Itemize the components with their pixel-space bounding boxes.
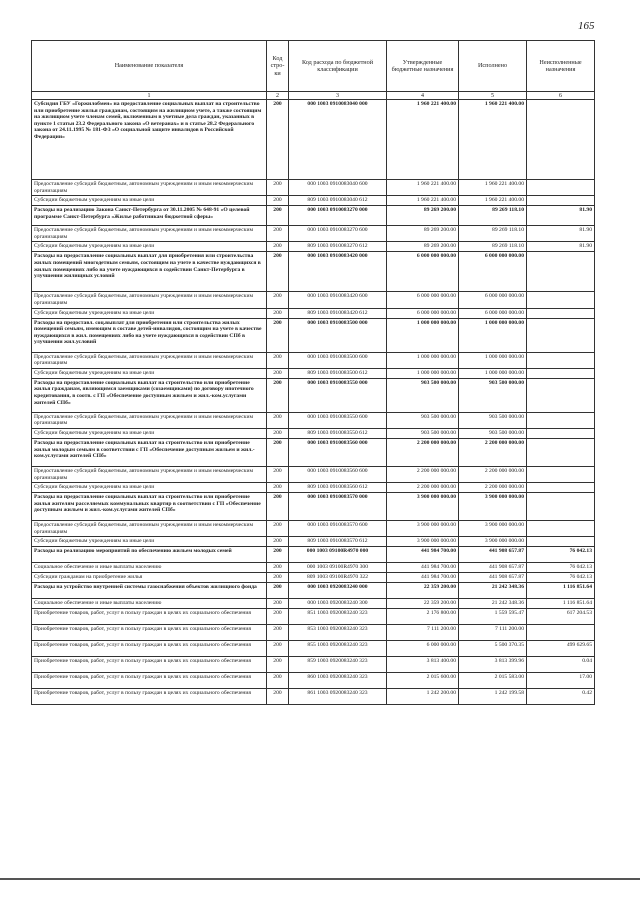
executed-amount-cell: 903 500 000.00 bbox=[459, 412, 527, 428]
approved-amount-cell: 6 000 000 000.00 bbox=[387, 292, 459, 308]
table-row bbox=[32, 318, 595, 352]
approved-amount-cell: 903 500 000.00 bbox=[387, 378, 459, 412]
executed-amount-cell: 903 500 000.00 bbox=[459, 378, 527, 412]
indicator-name-cell: Предоставление субсидий бюджетным, автономным учреждениям и иным некоммерческим организациям bbox=[32, 412, 267, 428]
line-code-cell: 200 bbox=[267, 352, 289, 368]
line-code-cell: 200 bbox=[267, 196, 289, 206]
approved-amount-cell: 1 000 000 000.00 bbox=[387, 368, 459, 378]
approved-amount-cell: 1 242 200.00 bbox=[387, 689, 459, 705]
indicator-name-cell: Приобретение товаров, работ, услуг в пользу граждан в целях их социального обеспечения bbox=[32, 689, 267, 705]
approved-amount-cell: 22 359 200.00 bbox=[387, 583, 459, 599]
budget-code-cell: 000 1003 0920083240 000 bbox=[289, 583, 387, 599]
remaining-amount-cell bbox=[527, 100, 595, 180]
executed-amount-cell: 1 960 221 400.00 bbox=[459, 180, 527, 196]
executed-amount-cell: 21 242 348.36 bbox=[459, 599, 527, 609]
approved-amount-cell: 903 500 000.00 bbox=[387, 428, 459, 438]
budget-code-cell: 000 1003 0920083240 300 bbox=[289, 599, 387, 609]
header-executed: Исполнено bbox=[459, 41, 527, 92]
approved-amount-cell: 3 900 000 000.00 bbox=[387, 521, 459, 537]
table-row bbox=[32, 180, 595, 196]
executed-amount-cell: 5 500 370.35 bbox=[459, 641, 527, 657]
column-number: 6 bbox=[527, 92, 595, 100]
budget-code-cell: 809 1003 0910083550 612 bbox=[289, 428, 387, 438]
remaining-amount-cell: 1 116 851.64 bbox=[527, 583, 595, 599]
header-approved: Утвержденные бюджетные назначения bbox=[387, 41, 459, 92]
approved-amount-cell: 3 813 400.00 bbox=[387, 657, 459, 673]
executed-amount-cell: 89 269 118.10 bbox=[459, 226, 527, 242]
budget-code-cell: 000 1003 0910083040 000 bbox=[289, 100, 387, 180]
table-row bbox=[32, 466, 595, 482]
remaining-amount-cell: 76 042.13 bbox=[527, 563, 595, 573]
header-indicator-name: Наименование показателя bbox=[32, 41, 267, 92]
line-code-cell: 200 bbox=[267, 493, 289, 521]
budget-code-cell: 000 1003 0910083270 000 bbox=[289, 206, 387, 226]
executed-amount-cell: 3 900 000 000.00 bbox=[459, 493, 527, 521]
table-row bbox=[32, 609, 595, 625]
table-row bbox=[32, 547, 595, 563]
line-code-cell: 200 bbox=[267, 563, 289, 573]
table-row bbox=[32, 493, 595, 521]
table-row bbox=[32, 599, 595, 609]
indicator-name-cell: Расходы на предоставл. соц.выплат для приобретения или строительства жилых помещений семьям, имеющим в составе детей-инвалидов, состоящим на учете в качестве нуждающихся в жил. помещениях либо на учете нуждающихся в содействии СПб в улучшении жил.условий bbox=[32, 318, 267, 352]
line-code-cell: 200 bbox=[267, 180, 289, 196]
indicator-name-cell: Расходы на реализацию мероприятий по обеспечению жильем молодых семей bbox=[32, 547, 267, 563]
executed-amount-cell: 1 960 221 400.00 bbox=[459, 196, 527, 206]
table-row bbox=[32, 625, 595, 641]
executed-amount-cell: 441 908 657.87 bbox=[459, 563, 527, 573]
remaining-amount-cell bbox=[527, 438, 595, 466]
remaining-amount-cell bbox=[527, 308, 595, 318]
line-code-cell: 200 bbox=[267, 573, 289, 583]
approved-amount-cell: 441 984 700.00 bbox=[387, 563, 459, 573]
page-number: 165 bbox=[578, 20, 595, 32]
header-remaining: Неисполненные назначения bbox=[527, 41, 595, 92]
remaining-amount-cell: 81.90 bbox=[527, 242, 595, 252]
remaining-amount-cell bbox=[527, 378, 595, 412]
line-code-cell: 200 bbox=[267, 673, 289, 689]
approved-amount-cell: 1 960 221 400.00 bbox=[387, 196, 459, 206]
table-body bbox=[32, 100, 595, 705]
approved-amount-cell: 3 900 000 000.00 bbox=[387, 493, 459, 521]
remaining-amount-cell bbox=[527, 412, 595, 428]
table-row bbox=[32, 537, 595, 547]
executed-amount-cell: 2 200 000 000.00 bbox=[459, 438, 527, 466]
executed-amount-cell: 903 500 000.00 bbox=[459, 428, 527, 438]
executed-amount-cell: 1 000 000 000.00 bbox=[459, 352, 527, 368]
indicator-name-cell: Предоставление субсидий бюджетным, автономным учреждениям и иным некоммерческим организациям bbox=[32, 180, 267, 196]
executed-amount-cell: 441 908 657.87 bbox=[459, 573, 527, 583]
budget-code-cell: 000 1003 0910083270 600 bbox=[289, 226, 387, 242]
approved-amount-cell: 2 015 600.00 bbox=[387, 673, 459, 689]
table-row bbox=[32, 378, 595, 412]
table-row bbox=[32, 100, 595, 180]
approved-amount-cell: 1 960 221 400.00 bbox=[387, 100, 459, 180]
budget-code-cell: 860 1003 0920083240 323 bbox=[289, 673, 387, 689]
remaining-amount-cell bbox=[527, 537, 595, 547]
indicator-name-cell: Социальное обеспечение и иные выплаты населению bbox=[32, 563, 267, 573]
indicator-name-cell: Социальное обеспечение и иные выплаты населению bbox=[32, 599, 267, 609]
table-row bbox=[32, 368, 595, 378]
approved-amount-cell: 89 269 200.00 bbox=[387, 226, 459, 242]
table-row bbox=[32, 573, 595, 583]
executed-amount-cell: 89 269 118.10 bbox=[459, 242, 527, 252]
remaining-amount-cell: 76 042.13 bbox=[527, 573, 595, 583]
approved-amount-cell: 441 984 700.00 bbox=[387, 573, 459, 583]
line-code-cell: 200 bbox=[267, 438, 289, 466]
budget-code-cell: 000 1003 0910083570 000 bbox=[289, 493, 387, 521]
executed-amount-cell: 6 000 000 000.00 bbox=[459, 308, 527, 318]
executed-amount-cell: 1 559 595.47 bbox=[459, 609, 527, 625]
executed-amount-cell: 3 900 000 000.00 bbox=[459, 537, 527, 547]
remaining-amount-cell bbox=[527, 483, 595, 493]
indicator-name-cell: Субсидии бюджетным учреждениям на иные цели bbox=[32, 428, 267, 438]
budget-code-cell: 851 1003 0920083240 323 bbox=[289, 609, 387, 625]
table-row bbox=[32, 563, 595, 573]
table-row bbox=[32, 483, 595, 493]
column-number: 4 bbox=[387, 92, 459, 100]
indicator-name-cell: Субсидии гражданам на приобретение жилья bbox=[32, 573, 267, 583]
budget-code-cell: 000 1003 0910083550 600 bbox=[289, 412, 387, 428]
indicator-name-cell: Расходы на реализацию Закона Санкт-Петербурга от 30.11.2005 № 648-91 «О целевой программе Санкт-Петербурга «Жилье работникам бюджетной сферы» bbox=[32, 206, 267, 226]
approved-amount-cell: 6 000 000.00 bbox=[387, 641, 459, 657]
budget-code-cell: 809 1003 0910083270 612 bbox=[289, 242, 387, 252]
approved-amount-cell: 6 000 000 000.00 bbox=[387, 252, 459, 292]
table-row bbox=[32, 428, 595, 438]
table-row bbox=[32, 352, 595, 368]
column-number-row bbox=[32, 92, 595, 100]
budget-code-cell: 000 1003 0910083040 600 bbox=[289, 180, 387, 196]
table-row bbox=[32, 252, 595, 292]
remaining-amount-cell: 0.42 bbox=[527, 689, 595, 705]
remaining-amount-cell bbox=[527, 292, 595, 308]
remaining-amount-cell: 76 042.13 bbox=[527, 547, 595, 563]
line-code-cell: 200 bbox=[267, 252, 289, 292]
line-code-cell: 200 bbox=[267, 599, 289, 609]
line-code-cell: 200 bbox=[267, 428, 289, 438]
approved-amount-cell: 22 359 200.00 bbox=[387, 599, 459, 609]
table-header-row bbox=[32, 41, 595, 92]
table-row bbox=[32, 412, 595, 428]
budget-code-cell: 809 1003 09100R4970 322 bbox=[289, 573, 387, 583]
indicator-name-cell: Приобретение товаров, работ, услуг в пользу граждан в целях их социального обеспечения bbox=[32, 625, 267, 641]
remaining-amount-cell bbox=[527, 368, 595, 378]
approved-amount-cell: 89 269 200.00 bbox=[387, 242, 459, 252]
table-row bbox=[32, 206, 595, 226]
executed-amount-cell: 2 015 583.00 bbox=[459, 673, 527, 689]
table-row bbox=[32, 438, 595, 466]
column-number: 3 bbox=[289, 92, 387, 100]
remaining-amount-cell bbox=[527, 252, 595, 292]
indicator-name-cell: Предоставление субсидий бюджетным, автономным учреждениям и иным некоммерческим организациям bbox=[32, 466, 267, 482]
approved-amount-cell: 1 000 000 000.00 bbox=[387, 352, 459, 368]
remaining-amount-cell: 617 204.53 bbox=[527, 609, 595, 625]
table-row bbox=[32, 583, 595, 599]
budget-code-cell: 855 1003 0920083240 323 bbox=[289, 641, 387, 657]
budget-code-cell: 861 1003 0920083240 323 bbox=[289, 689, 387, 705]
table-row bbox=[32, 641, 595, 657]
budget-code-cell: 809 1003 0910083420 612 bbox=[289, 308, 387, 318]
budget-code-cell: 000 1003 0910083500 600 bbox=[289, 352, 387, 368]
remaining-amount-cell bbox=[527, 196, 595, 206]
line-code-cell: 200 bbox=[267, 206, 289, 226]
line-code-cell: 200 bbox=[267, 625, 289, 641]
approved-amount-cell: 2 176 800.00 bbox=[387, 609, 459, 625]
approved-amount-cell: 1 000 000 000.00 bbox=[387, 318, 459, 352]
executed-amount-cell: 6 000 000 000.00 bbox=[459, 252, 527, 292]
executed-amount-cell: 21 242 348.36 bbox=[459, 583, 527, 599]
budget-code-cell: 809 1003 0910083040 612 bbox=[289, 196, 387, 206]
indicator-name-cell: Приобретение товаров, работ, услуг в пользу граждан в целях их социального обеспечения bbox=[32, 673, 267, 689]
indicator-name-cell: Предоставление субсидий бюджетным, автономным учреждениям и иным некоммерческим организациям bbox=[32, 292, 267, 308]
line-code-cell: 200 bbox=[267, 547, 289, 563]
table-row bbox=[32, 226, 595, 242]
indicator-name-cell: Приобретение товаров, работ, услуг в пользу граждан в целях их социального обеспечения bbox=[32, 609, 267, 625]
indicator-name-cell: Расходы на предоставление социальных выплат для приобретения или строительства жилых помещений многодетным семьям, состоящим на учете в качестве нуждающихся в жилых помещениях либо на учете нуждающихся в содействии Санкт-Петербурга в улучшении жилищных условий bbox=[32, 252, 267, 292]
line-code-cell: 200 bbox=[267, 521, 289, 537]
header-budget-code: Код расхода по бюджетной классификации bbox=[289, 41, 387, 92]
indicator-name-cell: Расходы на предоставление социальных выплат на строительство или приобретение жилья молодым семьям в соответствии с ГП «Обеспечение доступным жильем и жил.-ком.услугами жителей СПб» bbox=[32, 438, 267, 466]
approved-amount-cell: 89 269 200.00 bbox=[387, 206, 459, 226]
remaining-amount-cell: 0.04 bbox=[527, 657, 595, 673]
remaining-amount-cell: 499 629.65 bbox=[527, 641, 595, 657]
remaining-amount-cell: 1 116 851.64 bbox=[527, 599, 595, 609]
indicator-name-cell: Субсидии бюджетным учреждениям на иные цели bbox=[32, 483, 267, 493]
approved-amount-cell: 7 111 200.00 bbox=[387, 625, 459, 641]
line-code-cell: 200 bbox=[267, 318, 289, 352]
indicator-name-cell: Субсидии бюджетным учреждениям на иные цели bbox=[32, 196, 267, 206]
table-row bbox=[32, 673, 595, 689]
remaining-amount-cell: 17.00 bbox=[527, 673, 595, 689]
remaining-amount-cell: 81.90 bbox=[527, 206, 595, 226]
table-row bbox=[32, 521, 595, 537]
indicator-name-cell: Предоставление субсидий бюджетным, автономным учреждениям и иным некоммерческим организациям bbox=[32, 226, 267, 242]
line-code-cell: 200 bbox=[267, 292, 289, 308]
line-code-cell: 200 bbox=[267, 583, 289, 599]
budget-code-cell: 809 1003 0910083500 612 bbox=[289, 368, 387, 378]
column-number: 2 bbox=[267, 92, 289, 100]
line-code-cell: 200 bbox=[267, 641, 289, 657]
indicator-name-cell: Расходы на предоставление социальных выплат на строительство или приобретение жилья жителям расселяемых коммунальных квартир в соответствии с ГП «Обеспечение доступным жильем и жил.-ком.услугами жителей СПб» bbox=[32, 493, 267, 521]
remaining-amount-cell bbox=[527, 493, 595, 521]
table-row bbox=[32, 689, 595, 705]
approved-amount-cell: 2 200 000 000.00 bbox=[387, 438, 459, 466]
budget-code-cell: 000 1003 0910083500 000 bbox=[289, 318, 387, 352]
remaining-amount-cell bbox=[527, 352, 595, 368]
line-code-cell: 200 bbox=[267, 483, 289, 493]
executed-amount-cell: 2 200 000 000.00 bbox=[459, 466, 527, 482]
line-code-cell: 200 bbox=[267, 368, 289, 378]
indicator-name-cell: Субсидии бюджетным учреждениям на иные цели bbox=[32, 537, 267, 547]
remaining-amount-cell bbox=[527, 318, 595, 352]
table-row bbox=[32, 242, 595, 252]
table-row bbox=[32, 657, 595, 673]
budget-code-cell: 809 1003 0910083570 612 bbox=[289, 537, 387, 547]
approved-amount-cell: 3 900 000 000.00 bbox=[387, 537, 459, 547]
indicator-name-cell: Субсидии бюджетным учреждениям на иные цели bbox=[32, 368, 267, 378]
table-row bbox=[32, 292, 595, 308]
column-number: 5 bbox=[459, 92, 527, 100]
line-code-cell: 200 bbox=[267, 242, 289, 252]
line-code-cell: 200 bbox=[267, 378, 289, 412]
line-code-cell: 200 bbox=[267, 100, 289, 180]
line-code-cell: 200 bbox=[267, 412, 289, 428]
indicator-name-cell: Субсидии бюджетным учреждениям на иные цели bbox=[32, 242, 267, 252]
indicator-name-cell: Приобретение товаров, работ, услуг в пользу граждан в целях их социального обеспечения bbox=[32, 641, 267, 657]
remaining-amount-cell bbox=[527, 625, 595, 641]
budget-code-cell: 000 1003 0910083560 600 bbox=[289, 466, 387, 482]
remaining-amount-cell bbox=[527, 466, 595, 482]
budget-code-cell: 853 1003 0920083240 323 bbox=[289, 625, 387, 641]
line-code-cell: 200 bbox=[267, 689, 289, 705]
budget-code-cell: 859 1003 0920083240 323 bbox=[289, 657, 387, 673]
executed-amount-cell: 89 269 118.10 bbox=[459, 206, 527, 226]
line-code-cell: 200 bbox=[267, 308, 289, 318]
remaining-amount-cell bbox=[527, 180, 595, 196]
page-bottom-divider bbox=[0, 878, 640, 880]
line-code-cell: 200 bbox=[267, 226, 289, 242]
budget-code-cell: 000 1003 0910083560 000 bbox=[289, 438, 387, 466]
approved-amount-cell: 903 500 000.00 bbox=[387, 412, 459, 428]
executed-amount-cell: 3 900 000 000.00 bbox=[459, 521, 527, 537]
line-code-cell: 200 bbox=[267, 657, 289, 673]
budget-code-cell: 000 1003 0910083420 600 bbox=[289, 292, 387, 308]
budget-code-cell: 000 1003 09100R4970 300 bbox=[289, 563, 387, 573]
budget-code-cell: 000 1003 09100R4970 000 bbox=[289, 547, 387, 563]
executed-amount-cell: 1 000 000 000.00 bbox=[459, 368, 527, 378]
budget-code-cell: 000 1003 0910083420 000 bbox=[289, 252, 387, 292]
approved-amount-cell: 2 200 000 000.00 bbox=[387, 483, 459, 493]
indicator-name-cell: Расходы на устройство внутренней системы газоснабжения объектов жилищного фонда bbox=[32, 583, 267, 599]
budget-code-cell: 809 1003 0910083560 612 bbox=[289, 483, 387, 493]
remaining-amount-cell bbox=[527, 428, 595, 438]
budget-code-cell: 000 1003 0910083570 600 bbox=[289, 521, 387, 537]
executed-amount-cell: 3 813 399.96 bbox=[459, 657, 527, 673]
approved-amount-cell: 6 000 000 000.00 bbox=[387, 308, 459, 318]
line-code-cell: 200 bbox=[267, 466, 289, 482]
budget-code-cell: 000 1003 0910083550 000 bbox=[289, 378, 387, 412]
executed-amount-cell: 441 908 657.87 bbox=[459, 547, 527, 563]
approved-amount-cell: 1 960 221 400.00 bbox=[387, 180, 459, 196]
executed-amount-cell: 7 111 200.00 bbox=[459, 625, 527, 641]
approved-amount-cell: 2 200 000 000.00 bbox=[387, 466, 459, 482]
executed-amount-cell: 6 000 000 000.00 bbox=[459, 292, 527, 308]
executed-amount-cell: 1 000 000 000.00 bbox=[459, 318, 527, 352]
executed-amount-cell: 2 200 000 000.00 bbox=[459, 483, 527, 493]
header-line-code: Код стро-ки bbox=[267, 41, 289, 92]
remaining-amount-cell bbox=[527, 521, 595, 537]
column-number: 1 bbox=[32, 92, 267, 100]
indicator-name-cell: Предоставление субсидий бюджетным, автономным учреждениям и иным некоммерческим организациям bbox=[32, 521, 267, 537]
line-code-cell: 200 bbox=[267, 609, 289, 625]
executed-amount-cell: 1 960 221 400.00 bbox=[459, 100, 527, 180]
approved-amount-cell: 441 984 700.00 bbox=[387, 547, 459, 563]
table-row bbox=[32, 308, 595, 318]
indicator-name-cell: Субсидии бюджетным учреждениям на иные цели bbox=[32, 308, 267, 318]
table-row bbox=[32, 196, 595, 206]
indicator-name-cell: Приобретение товаров, работ, услуг в пользу граждан в целях их социального обеспечения bbox=[32, 657, 267, 673]
budget-report-table bbox=[31, 40, 595, 705]
executed-amount-cell: 1 242 199.58 bbox=[459, 689, 527, 705]
remaining-amount-cell: 81.90 bbox=[527, 226, 595, 242]
indicator-name-cell: Расходы на предоставление социальных выплат на строительство или приобретение жилья гражданам, являющимся заемщиками (созаемщиками) по договору ипотечного кредитования, в соотв. с ГП «Обеспечение доступным жильем и жил.-ком.услугами жителей СПб» bbox=[32, 378, 267, 412]
indicator-name-cell: Субсидия ГБУ «Горжилобмен» на предоставление социальных выплат на строительство или приобретение жилья гражданам, состоящим на жилищном учете, а также состоящим на жилищном учете членам семей, включенным в учетные дела граждан, указанных в пункте 1 статьи 23.2 Федерального закона «О ветеранах» и в статье 28.2 Федерального закона от 24.11.1995 № 181-ФЗ «О социальной защите инвалидов в Российской Федерации» bbox=[32, 100, 267, 180]
line-code-cell: 200 bbox=[267, 537, 289, 547]
indicator-name-cell: Предоставление субсидий бюджетным, автономным учреждениям и иным некоммерческим организациям bbox=[32, 352, 267, 368]
